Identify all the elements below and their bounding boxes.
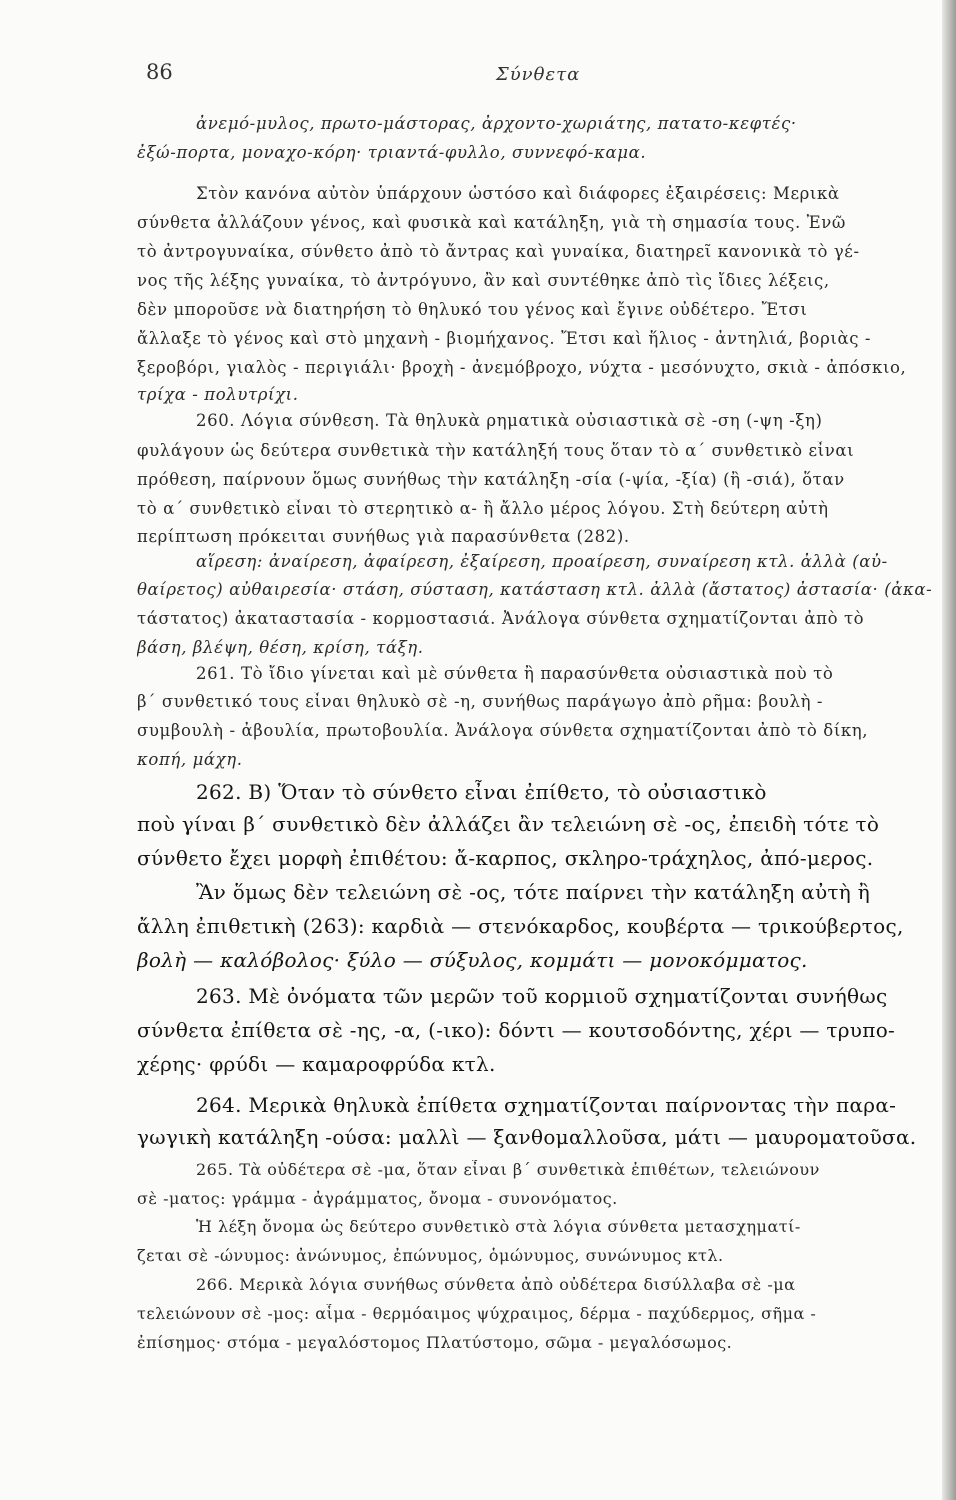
text-line: γωγικὴ κατάληξη -ούσα: μαλλὶ — ξανθομαλλοῦσα, μάτι — μαυροματοῦσα.	[137, 1125, 917, 1149]
section-261-heading-line: 261. Τὸ ἴδιο γίνεται καὶ μὲ σύνθετα ἢ παρασύνθετα οὐσιαστικὰ ποὺ τὸ	[196, 664, 834, 683]
text-line: σύνθετο ἔχει μορφὴ ἐπιθέτου: ἄ-καρπος, σκληρο-τράχηλος, ἀπό-μερος.	[137, 846, 874, 870]
text-line: ἐξώ-πορτα, μοναχο-κόρη· τριαντά-φυλλο, συννεφό-καμα.	[137, 143, 647, 162]
text-line: ἄλλαξε τὸ γένος καὶ στὸ μηχανὴ - βιομήχανος. Ἔτσι καὶ ἥλιος - ἀντηλιά, βοριὰς -	[137, 329, 872, 348]
section-264-heading-line: 264. Μερικὰ θηλυκὰ ἐπίθετα σχηματίζονται παίρνοντας τὴν παρα-	[196, 1093, 897, 1117]
text-line: θαίρετος) αὐθαιρεσία· στάση, σύσταση, κατάσταση κτλ. ἀλλὰ (ἄστατος) ἀστασία· (ἀκα-	[137, 580, 933, 599]
text-line: βάση, βλέψη, θέση, κρίση, τάξη.	[137, 638, 424, 657]
text-line: β΄ συνθετικό τους εἶναι θηλυκὸ σὲ -η, συνήθως παράγωγο ἀπὸ ρῆμα: βουλὴ -	[137, 692, 824, 711]
text-line: ζεται σὲ -ώνυμος: ἀνώνυμος, ἐπώνυμος, ὁμώνυμος, συνώνυμος κτλ.	[137, 1246, 724, 1265]
text-line: σὲ -ματος: γράμμα - ἀγράμματος, ὄνομα - συνονόματος.	[137, 1189, 618, 1208]
text-line: τὸ α΄ συνθετικὸ εἶναι τὸ στερητικὸ α- ἢ ἄλλο μέρος λόγου. Στὴ δεύτερη αὐτὴ	[137, 499, 829, 518]
section-266-heading-line: 266. Μερικὰ λόγια συνήθως σύνθετα ἀπὸ οὐδέτερα δισύλλαβα σὲ -μα	[196, 1275, 796, 1294]
text-line: ἀνεμό-μυλος, πρωτο-μάστορας, ἀρχοντο-χωριάτης, πατατο-κεφτές·	[196, 114, 797, 133]
text-line: ποὺ γίναι β΄ συνθετικὸ δὲν ἀλλάζει ἂν τελειώνη σὲ -ος, ἐπειδὴ τότε τὸ	[137, 812, 880, 836]
text-line: χέρης· φρύδι — καμαροφρύδα κτλ.	[137, 1052, 496, 1076]
running-title: Σύνθετα	[496, 64, 581, 85]
text-line: δὲν μποροῦσε νὰ διατηρήση τὸ θηλυκό του γένος καὶ ἔγινε οὐδέτερο. Ἔτσι	[137, 300, 808, 319]
page-number: 86	[146, 60, 173, 84]
text-line: κοπή, μάχη.	[137, 750, 243, 769]
page-edge-shadow	[942, 0, 956, 1500]
text-line: ἐπίσημος· στόμα - μεγαλόστομος Πλατύστομο, σῶμα - μεγαλόσωμος.	[137, 1333, 733, 1352]
text-line: φυλάγουν ὡς δεύτερα συνθετικὰ τὴν κατάληξή τους ὅταν τὸ α΄ συνθετικὸ εἶναι	[137, 441, 855, 460]
text-line: σύνθετα ἐπίθετα σὲ -ης, -α, (-ικο): δόντι — κουτσοδόντης, χέρι — τρυπο-	[137, 1018, 896, 1042]
text-line: Ἂν ὅμως δὲν τελειώνη σὲ -ος, τότε παίρνει τὴν κατάληξη αὐτὴ ἢ	[196, 880, 871, 904]
text-line: περίπτωση πρόκειται συνήθως γιὰ παρασύνθετα (282).	[137, 527, 630, 546]
text-line: νος τῆς λέξης γυναίκα, τὸ ἀντρόγυνο, ἂν καὶ συντέθηκε ἀπὸ τὶς ἴδιες λέξεις,	[137, 271, 830, 290]
text-line: τελειώνουν σὲ -μος: αἷμα - θερμόαιμος ψύχραιμος, δέρμα - παχύδερμος, σῆμα -	[137, 1304, 817, 1323]
text-line: βολὴ — καλόβολος· ξύλο — σύξυλος, κομμάτι — μονοκόμματος.	[137, 948, 808, 972]
text-line: Ἡ λέξη ὄνομα ὡς δεύτερο συνθετικὸ στὰ λόγια σύνθετα μετασχηματί-	[196, 1217, 801, 1236]
text-line: ἄλλη ἐπιθετικὴ (263): καρδιὰ — στενόκαρδος, κουβέρτα — τρικούβερτος,	[137, 914, 904, 938]
text-line: αἵρεση: ἀναίρεση, ἀφαίρεση, ἐξαίρεση, προαίρεση, συναίρεση κτλ. ἀλλὰ (αὐ-	[196, 552, 888, 571]
section-263-heading-line: 263. Μὲ ὀνόματα τῶν μερῶν τοῦ κορμιοῦ σχηματίζονται συνήθως	[196, 984, 888, 1008]
section-262-heading-line: 262. Β) Ὅταν τὸ σύνθετο εἶναι ἐπίθετο, τὸ οὐσιαστικὸ	[196, 780, 767, 804]
section-265-heading-line: 265. Τὰ οὐδέτερα σὲ -μα, ὅταν εἶναι β΄ συνθετικὰ ἐπιθέτων, τελειώνουν	[196, 1160, 820, 1179]
text-line: πρόθεση, παίρνουν ὅμως συνήθως τὴν κατάληξη -σία (-ψία, -ξία) (ἢ -σιά), ὅταν	[137, 470, 845, 489]
text-line: τὸ ἀντρογυναίκα, σύνθετο ἀπὸ τὸ ἄντρας καὶ γυναίκα, διατηρεῖ κανονικὰ τὸ γέ-	[137, 242, 860, 261]
text-line: ξεροβόρι, γιαλὸς - περιγιάλι· βροχὴ - ἀνεμόβροχο, νύχτα - μεσόνυχτο, σκιὰ - ἀπόσκιο,	[137, 358, 907, 377]
text-line: τρίχα - πολυτρίχι.	[137, 385, 299, 404]
section-260-heading-line: 260. Λόγια σύνθεση. Τὰ θηλυκὰ ρηματικὰ οὐσιαστικὰ σὲ -ση (-ψη -ξη)	[196, 411, 823, 430]
text-line: τάστατος) ἀκαταστασία - κορμοστασιά. Ἀνάλογα σύνθετα σχηματίζονται ἀπὸ τὸ	[137, 609, 865, 628]
text-line: Στὸν κανόνα αὐτὸν ὑπάρχουν ὡστόσο καὶ διάφορες ἐξαιρέσεις: Μερικὰ	[196, 184, 840, 203]
text-line: συμβουλὴ - ἀβουλία, πρωτοβουλία. Ἀνάλογα σύνθετα σχηματίζονται ἀπὸ τὸ δίκη,	[137, 721, 869, 740]
text-line: σύνθετα ἀλλάζουν γένος, καὶ φυσικὰ καὶ κατάληξη, γιὰ τὴ σημασία τους. Ἐνῶ	[137, 213, 846, 232]
